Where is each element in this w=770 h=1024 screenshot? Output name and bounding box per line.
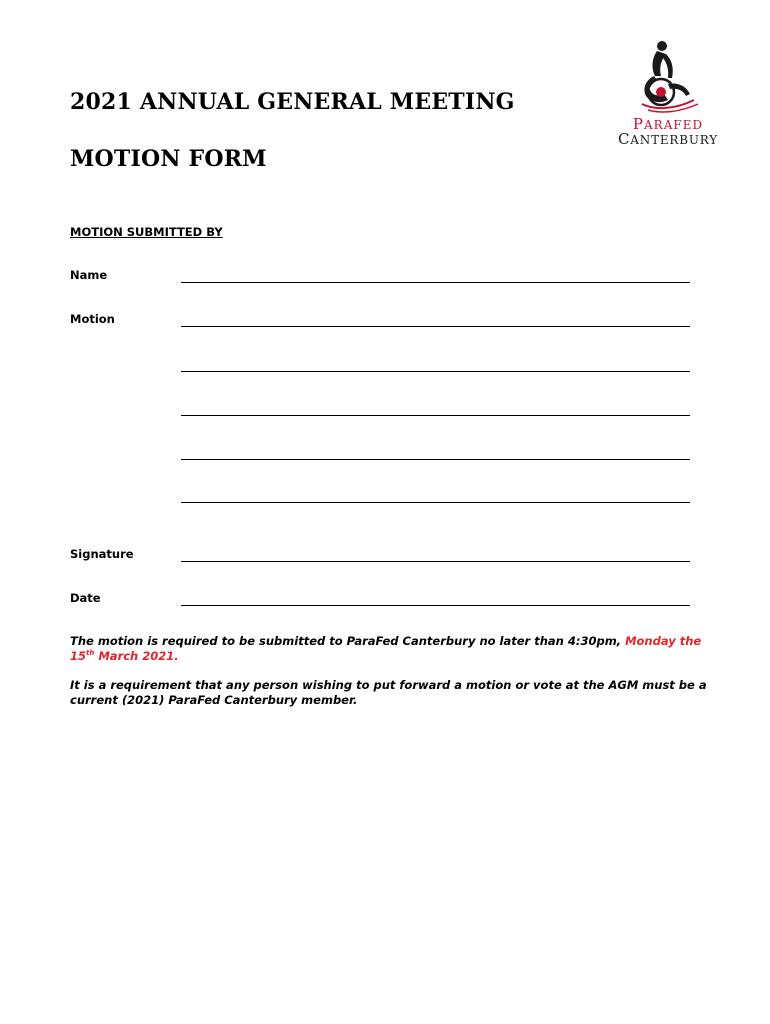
deadline-note [70, 634, 710, 664]
wheelchair-athlete-icon [628, 38, 708, 116]
date-label: Date [70, 591, 101, 605]
motion-field-line[interactable] [181, 326, 690, 327]
section-heading: MOTION SUBMITTED BY [70, 225, 223, 239]
deadline-day: Monday the 15 [70, 634, 702, 663]
motion-field-line[interactable] [181, 502, 690, 503]
motion-field-line[interactable] [181, 371, 690, 372]
name-label: Name [70, 268, 108, 282]
deadline-month-year: March 2021. [94, 649, 179, 663]
signature-field[interactable] [181, 561, 690, 562]
name-field[interactable] [181, 282, 690, 283]
page-title: 2021 ANNUAL GENERAL MEETING [70, 89, 515, 115]
date-field[interactable] [181, 605, 690, 606]
membership-text: It is a requirement that any person wishing to put forward a motion or vote at the AGM must be a current (2021) ParaFed Canterbury member. [70, 678, 707, 707]
signature-label: Signature [70, 547, 134, 561]
deadline-text: The motion is required to be submitted to ParaFed Canterbury no later than 4:30pm, [70, 634, 626, 648]
parafed-canterbury-logo [606, 38, 730, 148]
membership-note [70, 678, 710, 708]
deadline-ordinal: th [86, 649, 95, 657]
motion-label: Motion [70, 312, 115, 326]
logo-word-parafed: PARAFED [632, 115, 704, 133]
motion-field-line[interactable] [181, 415, 690, 416]
form-title: MOTION FORM [70, 146, 267, 172]
logo-word-canterbury: CANTERBURY [618, 130, 718, 148]
motion-field-line[interactable] [181, 459, 690, 460]
